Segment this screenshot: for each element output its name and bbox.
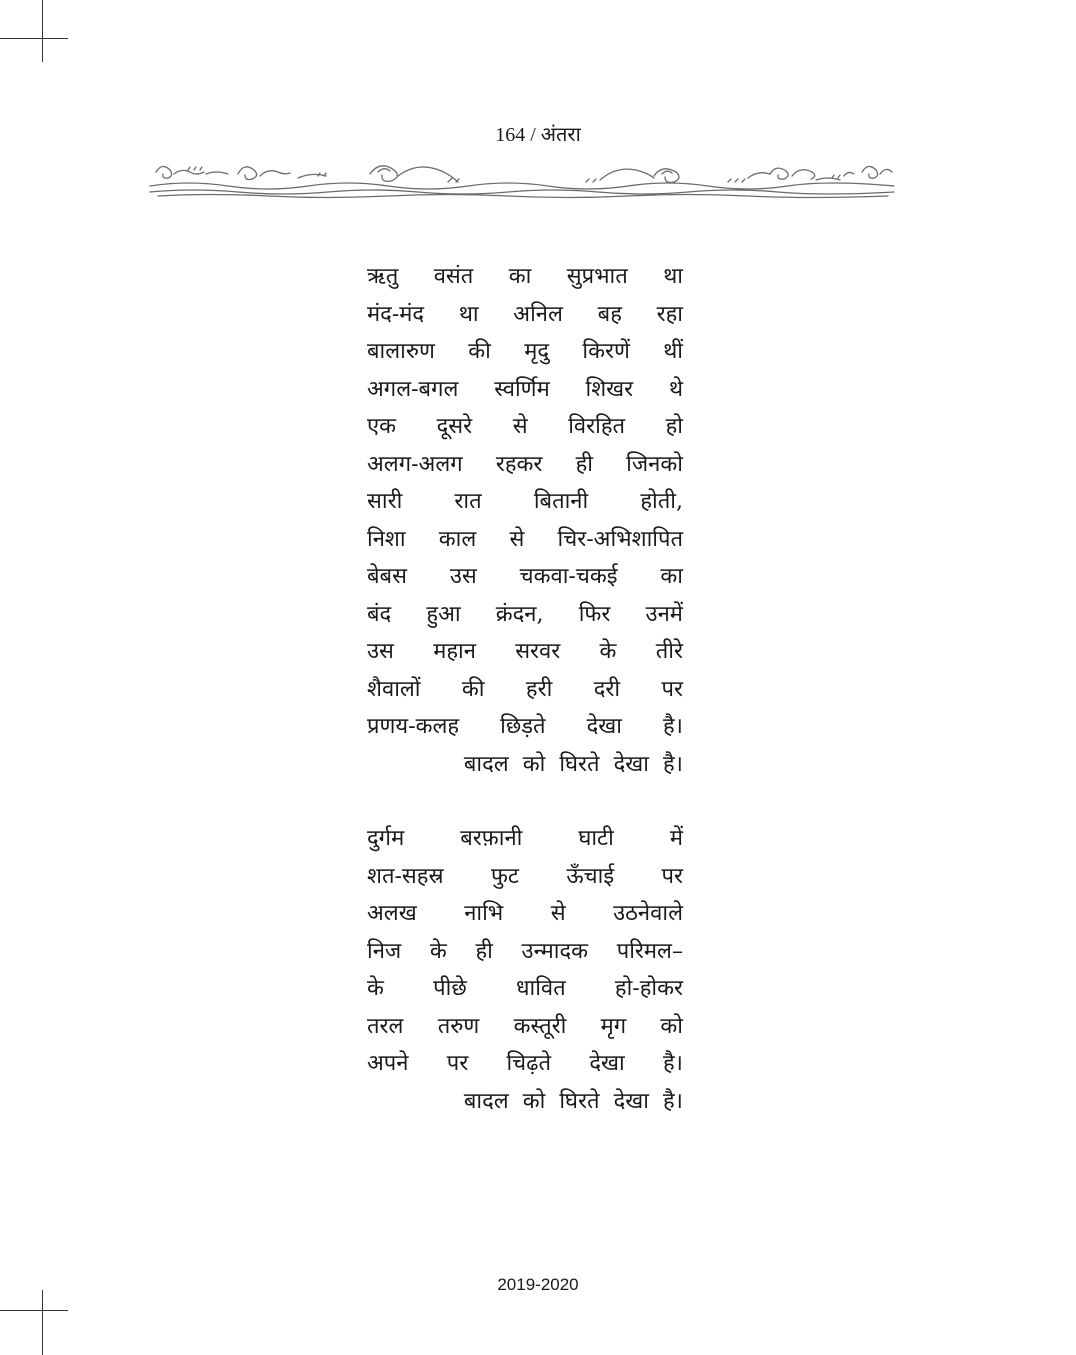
poem-word: की [461,676,485,702]
poem-word: का [508,264,532,289]
poem-word: बितानी [533,489,589,514]
poem-word: दरी [593,676,621,702]
poem-line [367,333,683,371]
poem-word: से [550,901,566,926]
poem-word: चिर-अभिशापित [557,526,683,552]
poem-word: अपने [367,1051,409,1076]
page-header: 164 / अंतरा [495,124,581,146]
poem-refrain-line [367,1083,683,1121]
poem-word: ही [575,451,593,477]
poem-word: शैवालों [367,676,421,702]
poem-line [367,596,683,634]
poem-word: था [663,264,683,289]
poem-word: था [458,301,479,327]
poem-word: होती, [640,489,683,514]
poem-line [367,521,683,559]
poem-line [367,970,683,1008]
poem-word: निज [367,938,402,964]
poem-word: परिमल– [616,938,683,964]
poem-line [367,933,683,971]
poem-word: फुट [490,863,520,889]
poem-word: एक [367,414,397,439]
poem-line [367,258,683,296]
poem-word: दुर्गम [367,826,405,851]
poem-line [367,895,683,933]
poem-word: से [509,526,525,552]
poem-word: स्वर्णिम [494,376,550,402]
poem-word: है। [662,1088,683,1114]
poem-line [367,708,683,746]
poem-word: घिरते [559,1088,600,1114]
page-footer-year: 2019-2020 [497,1275,579,1294]
poem-line [367,1008,683,1046]
poem-line [367,483,683,521]
poem-word: किरणें [582,339,630,364]
poem-word: है। [662,751,683,777]
poem-word: उस [449,564,477,589]
poem-word: अगल-बगल [367,376,459,402]
poem-word: बंद [367,601,392,627]
poem-word: धावित [515,976,566,1001]
poem-word: निशा [367,526,406,552]
poem-word: महान [433,639,476,664]
poem-word: विरहित [568,414,626,439]
poem-line [367,296,683,334]
poem-word: चिढ़ते [506,1051,552,1076]
poem-word: ऋतु [367,264,399,289]
poem-word: बेबस [367,564,407,589]
poem-word: ही [475,938,493,964]
crop-mark-top-horizontal [0,38,68,39]
poem-line [367,558,683,596]
poem-word: के [429,938,447,964]
poem-word: का [660,564,683,589]
poem-word: दूसरे [436,414,473,439]
poem-word: बह [597,301,622,327]
poem-line [367,671,683,709]
poem-word: तरुण [437,1013,480,1039]
poem-word: उस [367,639,394,664]
poem-word: थीं [663,339,683,364]
poem-word: सुप्रभात [566,264,628,289]
poem-word: है। [662,1051,683,1076]
poem-word: रहकर [495,451,543,477]
crop-mark-bottom-vertical [42,1290,43,1355]
poem-word: कस्तूरी [513,1013,567,1039]
decorative-wave-border-icon [148,152,896,200]
poem-word: बरफ़ानी [460,826,523,851]
poem-line [367,446,683,484]
poem [367,258,683,1120]
crop-mark-bottom-horizontal [0,1310,68,1311]
poem-word: मृग [600,1013,627,1039]
poem-word: घाटी [578,826,614,851]
poem-word: सारी [367,489,403,514]
poem-line [367,858,683,896]
poem-word: के [367,976,384,1001]
poem-word: देखा [613,751,649,777]
poem-word: शत-सहस्र [367,863,444,889]
poem-word: पीछे [433,976,467,1001]
poem-word: पर [661,863,683,889]
poem-word: है। [662,714,683,739]
poem-line [367,633,683,671]
poem-word: बादल [463,1088,509,1114]
poem-word: मृदु [524,339,550,364]
poem-word: अनिल [513,301,563,327]
poem-word: थे [668,376,683,402]
poem-word: हो [665,414,683,439]
poem-word: क्रंदन, [495,601,544,627]
poem-word: चकवा-चकई [519,564,618,589]
poem-word: सरवर [515,639,561,664]
poem-word: रात [454,489,482,514]
crop-mark-top-vertical [42,0,43,62]
poem-word: शिखर [585,376,634,402]
poem-word: वसंत [433,264,474,289]
poem-word: काल [438,526,477,552]
poem-word: अलग-अलग [367,451,463,477]
poem-word: जिनको [626,451,683,477]
poem-word: घिरते [559,751,600,777]
poem-stanza [367,258,683,783]
poem-word: तरल [367,1013,404,1039]
poem-word: को [522,1088,546,1114]
poem-word: से [512,414,528,439]
poem-word: मंद-मंद [367,301,425,327]
poem-word: पर [661,676,683,702]
poem-word: नाभि [464,901,504,926]
poem-line [367,1045,683,1083]
poem-word: अलख [367,901,417,926]
poem-word: हुआ [426,601,461,627]
poem-word: को [522,751,546,777]
poem-line [367,408,683,446]
poem-word: बादल [463,751,509,777]
poem-word: तीरे [655,639,683,664]
poem-word: पर [446,1051,469,1076]
poem-line [367,371,683,409]
poem-word: देखा [586,714,622,739]
poem-word: छिड़ते [500,714,546,739]
poem-word: उनमें [645,601,683,627]
poem-refrain-line [367,746,683,784]
poem-word: प्रणय-कलह [367,714,460,739]
poem-stanza [367,820,683,1120]
poem-word: उठनेवाले [613,901,683,926]
poem-word: रहा [656,301,683,327]
poem-word: में [669,826,683,851]
poem-word: हरी [525,676,553,702]
poem-word: की [468,339,491,364]
poem-word: के [599,639,617,664]
poem-line [367,820,683,858]
poem-word: बालारुण [367,339,435,364]
poem-word: फिर [578,601,611,627]
poem-word: देखा [589,1051,625,1076]
poem-word: को [660,1013,683,1039]
poem-word: हो-होकर [614,976,683,1001]
poem-word: ऊँचाई [566,863,615,889]
poem-word: देखा [613,1088,649,1114]
poem-word: उन्मादक [521,938,589,964]
